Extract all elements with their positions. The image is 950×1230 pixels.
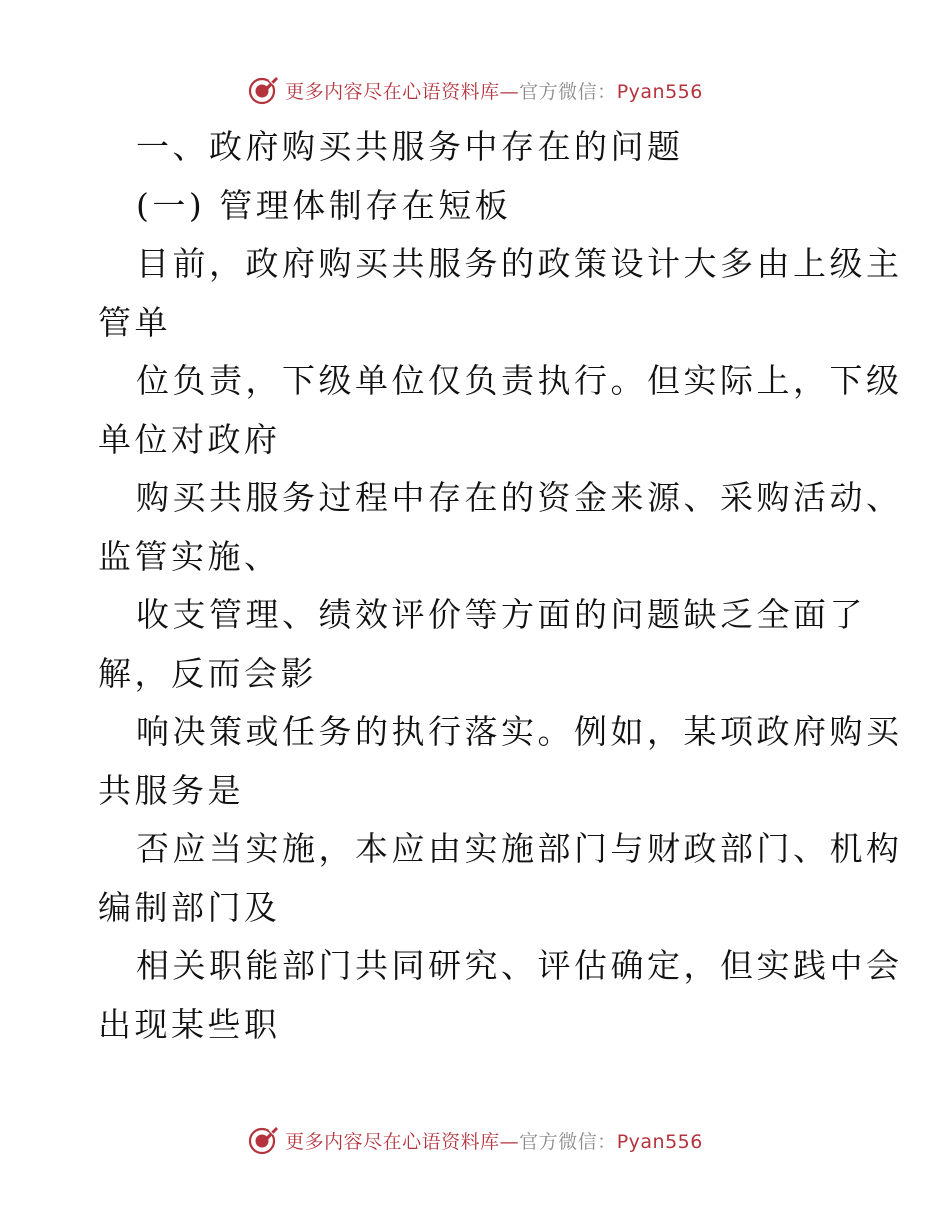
paragraph-line: 解，反而会影 <box>98 653 317 693</box>
watermark-text <box>285 1127 703 1154</box>
paragraph-line: 单位对政府 <box>98 419 281 459</box>
paragraph-line: 位负责，下级单位仅负责执行。但实际上，下级 <box>136 361 903 400</box>
paragraph-line: 购买共服务过程中存在的资金来源、采购活动、 <box>136 478 903 517</box>
section-heading: 一、政府购买共服务中存在的问题 <box>136 127 684 166</box>
paragraph-line: 相关职能部门共同研究、评估确定，但实践中会 <box>136 946 903 985</box>
subsection-heading: (一) 管理体制存在短板 <box>136 185 512 225</box>
paragraph-line: 出现某些职 <box>98 1004 281 1044</box>
watermark-footer <box>0 1120 950 1160</box>
watermark-id: Pyan556 <box>616 1130 703 1153</box>
watermark-main: 更多内容尽在心语资料库 <box>285 1130 500 1153</box>
watermark-sub: 官方微信： <box>519 80 617 103</box>
feather-pen-seal-icon <box>247 1124 279 1156</box>
watermark-header <box>0 70 950 110</box>
paragraph-line: 监管实施、 <box>98 536 281 576</box>
feather-pen-seal-icon <box>247 74 279 106</box>
paragraph-line: 管单 <box>98 302 171 342</box>
watermark-main: 更多内容尽在心语资料库 <box>285 80 500 103</box>
paragraph-line: 收支管理、绩效评价等方面的问题缺乏全面了 <box>136 595 866 634</box>
paragraph-line: 目前，政府购买共服务的政策设计大多由上级主 <box>136 244 903 283</box>
watermark-text <box>285 77 703 104</box>
watermark-sub: 官方微信： <box>519 1130 617 1153</box>
paragraph-line: 编制部门及 <box>98 887 281 927</box>
watermark-dash: — <box>499 1130 520 1153</box>
document-body <box>98 118 903 1054</box>
paragraph-line: 共服务是 <box>98 770 244 810</box>
watermark-dash: — <box>499 80 520 103</box>
paragraph-line: 响决策或任务的执行落实。例如，某项政府购买 <box>136 712 903 751</box>
paragraph-line: 否应当实施，本应由实施部门与财政部门、机构 <box>136 829 903 868</box>
watermark-id: Pyan556 <box>616 80 703 103</box>
